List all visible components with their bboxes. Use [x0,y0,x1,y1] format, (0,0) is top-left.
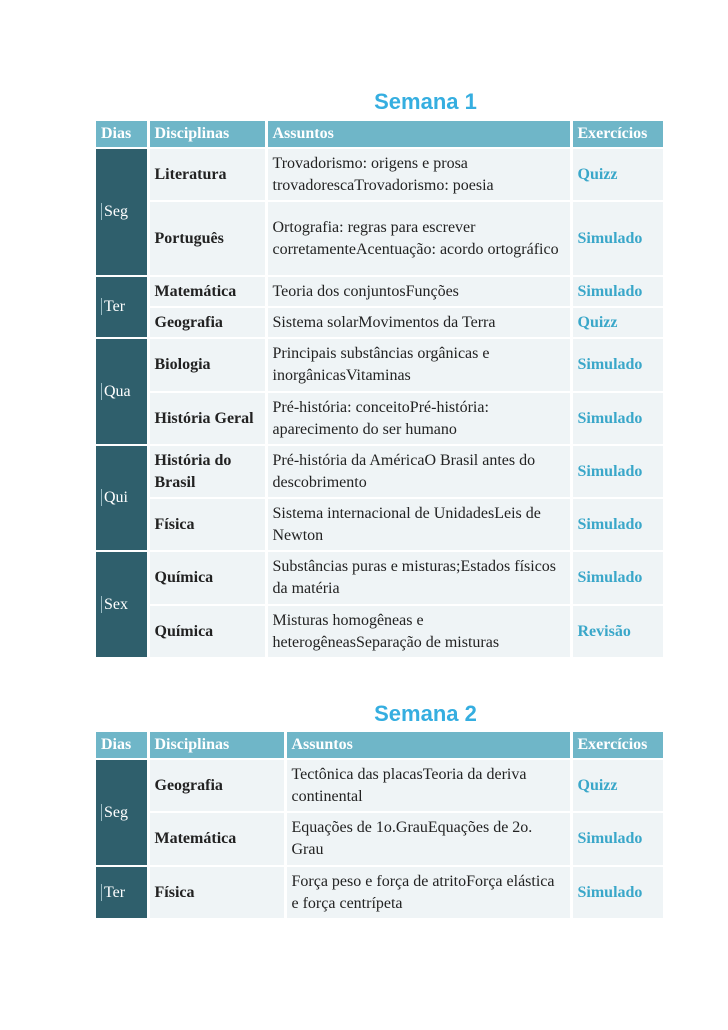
subjects-cell: Trovadorismo: origens e prosa trovadorescaTrovadorismo: poesia [266,148,571,201]
subjects-cell: Teoria dos conjuntosFunções [266,276,571,307]
subjects-cell: Principais substâncias orgânicas e inorgânicasVitaminas [266,338,571,392]
subjects-cell: Força peso e força de atritoForça elástica e força centrípeta [285,866,571,919]
exercise-link[interactable]: Revisão [571,605,664,658]
header-disciplines: Disciplinas [148,121,266,148]
subjects-cell: Substâncias puras e misturas;Estados físicos da matéria [266,551,571,605]
day-cell-qui [96,445,148,551]
day-label: Ter [101,298,125,315]
day-label: Qua [101,383,131,400]
day-cell-ter [96,276,148,338]
header-exercises: Exercícios [571,732,664,759]
day-label: Seg [101,203,128,220]
exercise-link[interactable]: Simulado [571,338,664,392]
discipline-cell: História Geral [148,392,266,445]
subjects-cell: Pré-história: conceitoPré-história: aparecimento do ser humano [266,392,571,445]
subjects-cell: Pré-história da AméricaO Brasil antes do descobrimento [266,445,571,498]
table-row [96,605,664,658]
discipline-cell: História do Brasil [148,445,266,498]
table-header-row [96,732,664,759]
table-header-row [96,121,664,148]
exercise-link[interactable]: Simulado [571,392,664,445]
exercise-link[interactable]: Simulado [571,201,664,276]
exercise-link[interactable]: Simulado [571,551,664,605]
day-label: Ter [101,884,125,901]
subjects-cell: Ortografia: regras para escrever corretamenteAcentuação: acordo ortográfico [266,201,571,276]
discipline-cell: Física [148,866,285,919]
discipline-cell: Química [148,551,266,605]
exercise-link[interactable]: Simulado [571,276,664,307]
day-label: Seg [101,804,128,821]
table-row [96,201,664,276]
subjects-cell: Misturas homogêneas e heterogêneasSeparação de misturas [266,605,571,658]
week-1-title: Semana 1 [374,89,477,114]
table-row [96,866,664,919]
exercise-link[interactable]: Simulado [571,812,664,866]
table-row [96,276,664,307]
table-row [96,148,664,201]
day-cell-seg [96,148,148,276]
discipline-cell: Geografia [148,307,266,338]
exercise-link[interactable]: Quizz [571,307,664,338]
header-disciplines: Disciplinas [148,732,285,759]
day-label: Sex [101,596,128,613]
week-1-table [96,121,666,659]
week-2-title: Semana 2 [374,701,477,726]
header-exercises: Exercícios [571,121,664,148]
subjects-cell: Sistema solarMovimentos da Terra [266,307,571,338]
discipline-cell: Matemática [148,812,285,866]
header-days: Dias [96,121,148,148]
subjects-cell: Equações de 1o.GrauEquações de 2o. Grau [285,812,571,866]
table-row [96,551,664,605]
exercise-link[interactable]: Quizz [571,759,664,812]
table-row [96,392,664,445]
subjects-cell: Sistema internacional de UnidadesLeis de Newton [266,498,571,551]
header-subjects: Assuntos [285,732,571,759]
table-row [96,338,664,392]
exercise-link[interactable]: Simulado [571,866,664,919]
day-cell-ter [96,866,148,919]
discipline-cell: Geografia [148,759,285,812]
header-subjects: Assuntos [266,121,571,148]
discipline-cell: Literatura [148,148,266,201]
discipline-cell: Química [148,605,266,658]
day-cell-seg [96,759,148,866]
exercise-link[interactable]: Simulado [571,445,664,498]
table-row [96,812,664,866]
discipline-cell: Matemática [148,276,266,307]
week-2-table [96,732,666,920]
header-days: Dias [96,732,148,759]
table-row [96,307,664,338]
subjects-cell: Tectônica das placasTeoria da deriva continental [285,759,571,812]
exercise-link[interactable]: Simulado [571,498,664,551]
day-label: Qui [101,489,128,506]
discipline-cell: Física [148,498,266,551]
day-cell-sex [96,551,148,658]
exercise-link[interactable]: Quizz [571,148,664,201]
table-row [96,498,664,551]
table-row [96,759,664,812]
table-row [96,445,664,498]
discipline-cell: Biologia [148,338,266,392]
discipline-cell: Português [148,201,266,276]
day-cell-qua [96,338,148,445]
